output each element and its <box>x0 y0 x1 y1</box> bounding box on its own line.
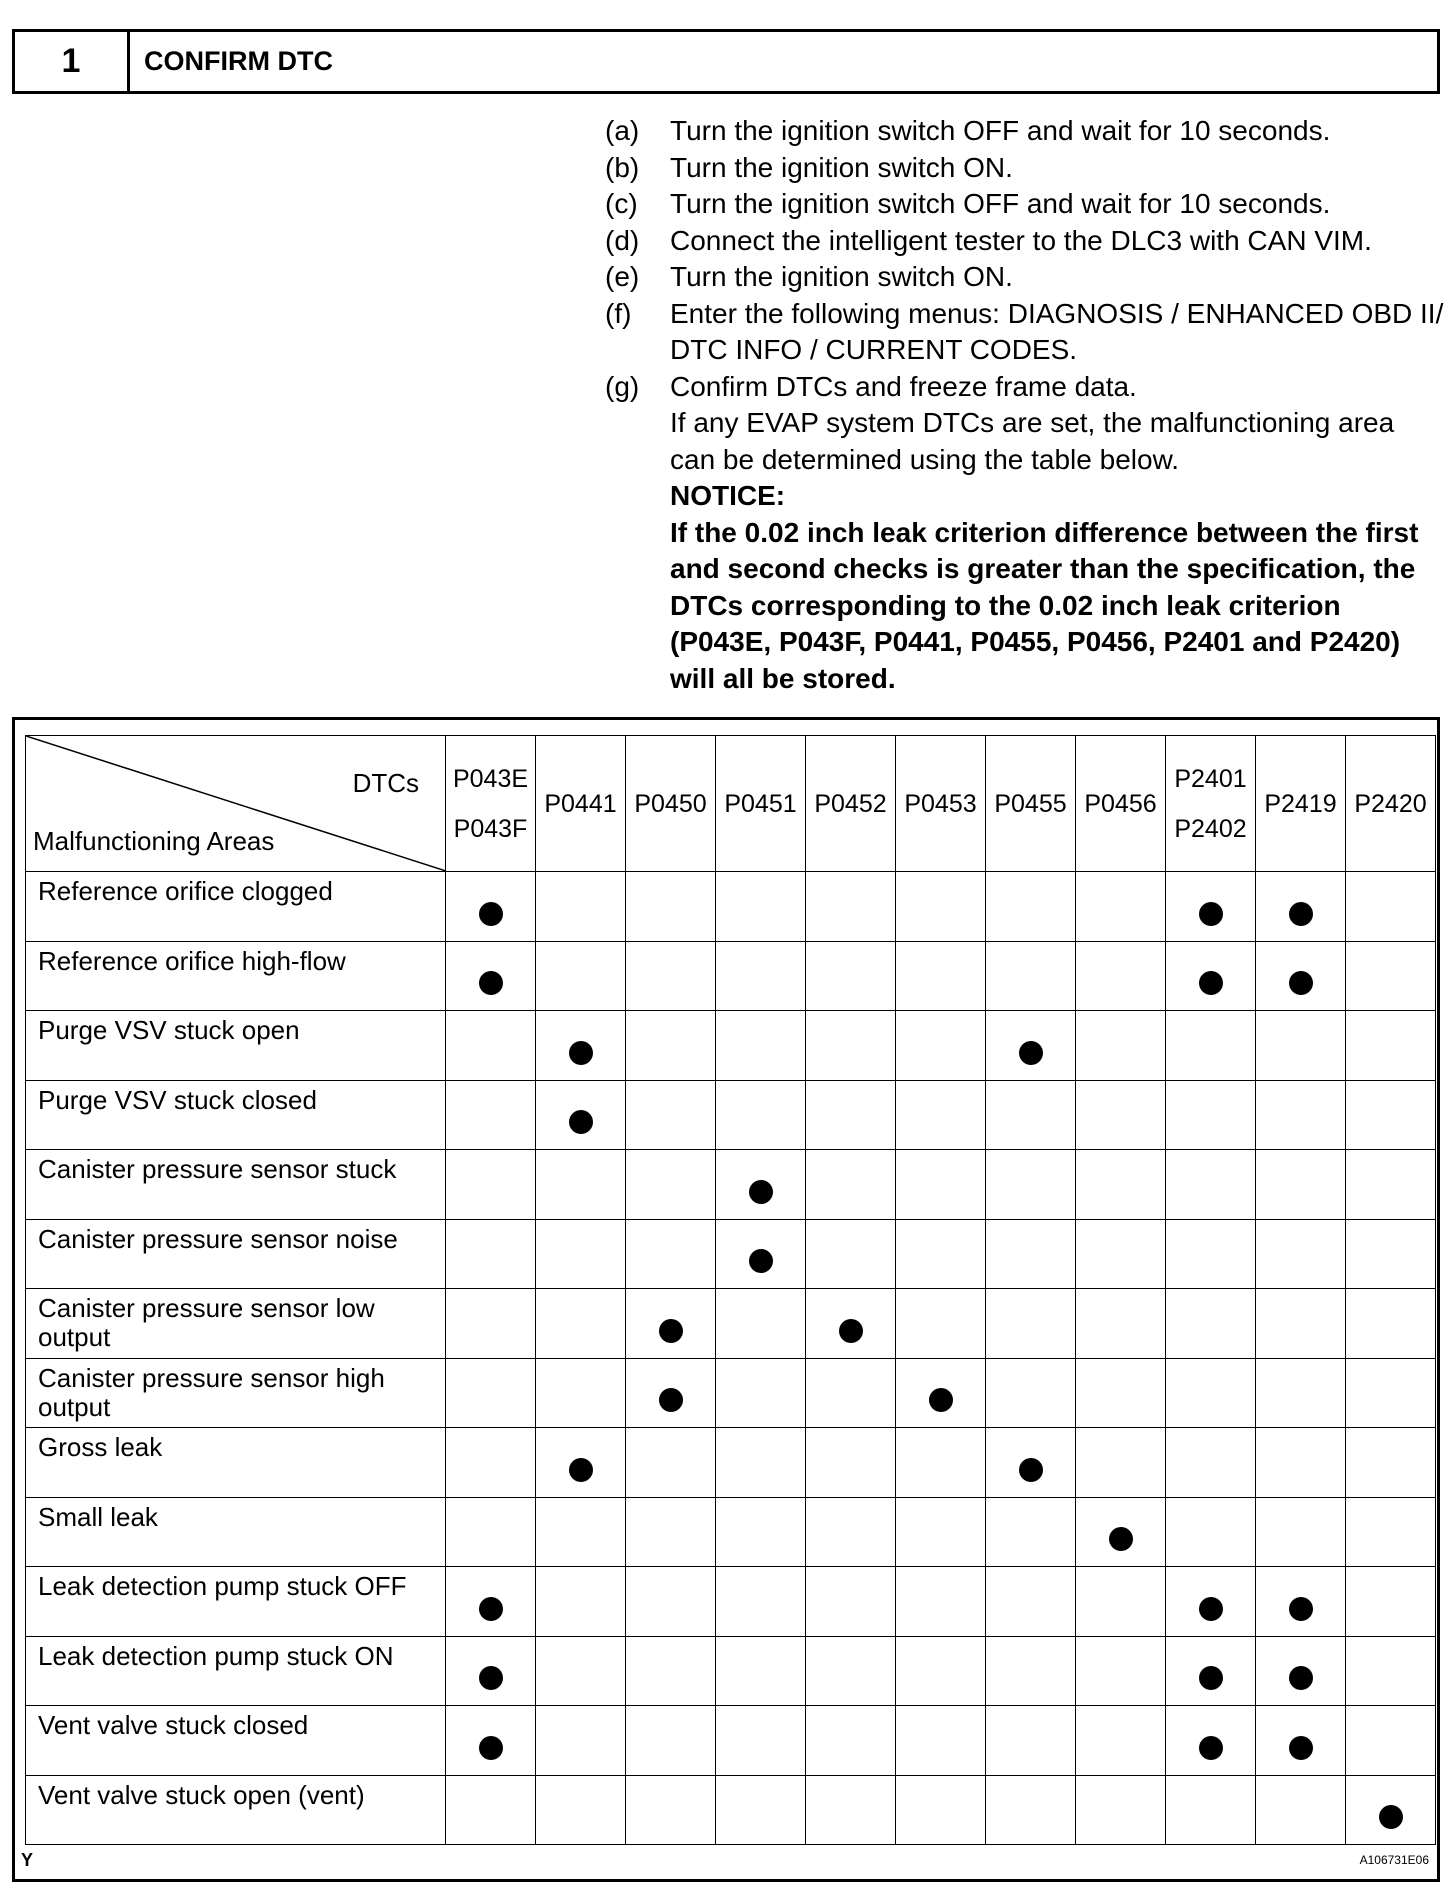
mark-cell <box>536 1080 626 1150</box>
filled-circle-icon <box>749 1249 773 1273</box>
mark-cell <box>806 1219 896 1289</box>
malfunction-area: Reference orifice high-flow <box>26 941 446 1011</box>
mark-cell <box>806 1497 896 1567</box>
step-title: CONFIRM DTC <box>144 46 333 76</box>
filled-circle-icon <box>839 1319 863 1343</box>
mark-cell <box>626 1567 716 1637</box>
dtc-code: P0456 <box>1084 789 1157 818</box>
step-text: Enter the following menus: DIAGNOSIS / ENHANCED OBD II/ DTC INFO / CURRENT CODES. <box>670 297 1444 365</box>
procedure-list <box>605 113 1445 697</box>
mark-cell <box>536 1497 626 1567</box>
mark-cell <box>1166 941 1256 1011</box>
step-text: Confirm DTCs and freeze frame data. <box>670 370 1137 402</box>
filled-circle-icon <box>1199 1666 1223 1690</box>
filled-circle-icon <box>1109 1527 1133 1551</box>
filled-circle-icon <box>479 1666 503 1690</box>
filled-circle-icon <box>569 1458 593 1482</box>
mark-cell <box>626 1706 716 1776</box>
dtc-column-header <box>1256 736 1346 872</box>
mark-cell <box>1346 1150 1436 1220</box>
mark-cell <box>626 1289 716 1359</box>
mark-cell <box>446 1219 536 1289</box>
mark-cell <box>1166 1497 1256 1567</box>
mark-cell <box>806 872 896 942</box>
filled-circle-icon <box>1289 1597 1313 1621</box>
mark-cell <box>536 872 626 942</box>
mark-cell <box>626 1011 716 1081</box>
mark-cell <box>1166 1219 1256 1289</box>
mark-cell <box>1346 1358 1436 1428</box>
mark-cell <box>536 1706 626 1776</box>
dtc-code: P2402 <box>1174 814 1247 843</box>
mark-cell <box>806 1080 896 1150</box>
malfunction-area: Purge VSV stuck open <box>26 1011 446 1081</box>
mark-cell <box>536 941 626 1011</box>
table-row <box>26 1428 1436 1498</box>
mark-cell <box>986 1150 1076 1220</box>
mark-cell <box>536 1567 626 1637</box>
malfunction-area: Gross leak <box>26 1428 446 1498</box>
mark-cell <box>1256 1011 1346 1081</box>
dtc-column-header <box>806 736 896 872</box>
mark-cell <box>446 1497 536 1567</box>
mark-cell <box>1166 1775 1256 1845</box>
filled-circle-icon <box>1289 902 1313 926</box>
procedure-step <box>605 150 1445 187</box>
table-row <box>26 872 1436 942</box>
filled-circle-icon <box>1379 1805 1403 1829</box>
filled-circle-icon <box>1199 1597 1223 1621</box>
step-letter: (a) <box>605 115 640 146</box>
dtc-column-header <box>626 736 716 872</box>
mark-cell <box>1166 1636 1256 1706</box>
mark-cell <box>716 1497 806 1567</box>
mark-cell <box>896 1289 986 1359</box>
mark-cell <box>446 1150 536 1220</box>
mark-cell <box>806 1289 896 1359</box>
mark-cell <box>1166 1289 1256 1359</box>
mark-cell <box>806 1011 896 1081</box>
mark-cell <box>1076 1080 1166 1150</box>
mark-cell <box>536 1636 626 1706</box>
mark-cell <box>1346 1428 1436 1498</box>
mark-cell <box>986 1219 1076 1289</box>
corner-areas-label: Malfunctioning Areas <box>33 826 275 856</box>
mark-cell <box>1166 1358 1256 1428</box>
dtc-code: P0453 <box>904 789 977 818</box>
mark-cell <box>1256 1428 1346 1498</box>
mark-cell <box>1076 1706 1166 1776</box>
mark-cell <box>446 1636 536 1706</box>
step-text: Turn the ignition switch OFF and wait for 10 seconds. <box>670 188 1331 219</box>
procedure-step <box>605 259 1445 296</box>
mark-cell <box>1256 1289 1346 1359</box>
filled-circle-icon <box>1289 1666 1313 1690</box>
mark-cell <box>626 1219 716 1289</box>
mark-cell <box>716 1358 806 1428</box>
footer-left-label: Y <box>21 1850 34 1870</box>
notice-label: NOTICE: <box>670 480 786 511</box>
procedure-step <box>605 223 1445 260</box>
step-header <box>12 29 1440 94</box>
mark-cell <box>626 1428 716 1498</box>
mark-cell <box>446 1011 536 1081</box>
mark-cell <box>536 1219 626 1289</box>
mark-cell <box>806 1150 896 1220</box>
mark-cell <box>1166 1706 1256 1776</box>
table-row <box>26 1219 1436 1289</box>
dtc-code: P0441 <box>544 789 617 818</box>
filled-circle-icon <box>1199 971 1223 995</box>
malfunction-area: Purge VSV stuck closed <box>26 1080 446 1150</box>
procedure-step <box>605 369 1445 698</box>
mark-cell <box>806 1706 896 1776</box>
mark-cell <box>806 1428 896 1498</box>
mark-cell <box>1076 1289 1166 1359</box>
mark-cell <box>1166 1567 1256 1637</box>
mark-cell <box>896 1636 986 1706</box>
mark-cell <box>1256 1706 1346 1776</box>
mark-cell <box>1256 1150 1346 1220</box>
filled-circle-icon <box>1199 1736 1223 1760</box>
mark-cell <box>1346 1567 1436 1637</box>
mark-cell <box>1166 1150 1256 1220</box>
mark-cell <box>1346 941 1436 1011</box>
mark-cell <box>1076 872 1166 942</box>
table-row <box>26 1636 1436 1706</box>
mark-cell <box>536 1289 626 1359</box>
dtc-column-header <box>1346 736 1436 872</box>
filled-circle-icon <box>659 1319 683 1343</box>
mark-cell <box>626 872 716 942</box>
filled-circle-icon <box>1289 971 1313 995</box>
mark-cell <box>716 1428 806 1498</box>
mark-cell <box>1166 1428 1256 1498</box>
mark-cell <box>536 1011 626 1081</box>
mark-cell <box>716 1011 806 1081</box>
malfunction-area: Canister pressure sensor high output <box>26 1358 446 1428</box>
procedure-step <box>605 186 1445 223</box>
mark-cell <box>896 1150 986 1220</box>
figure-id: A106731E06 <box>1359 1853 1429 1867</box>
mark-cell <box>536 1150 626 1220</box>
malfunction-area: Small leak <box>26 1497 446 1567</box>
mark-cell <box>446 941 536 1011</box>
mark-cell <box>896 1497 986 1567</box>
mark-cell <box>446 1567 536 1637</box>
mark-cell <box>1256 1775 1346 1845</box>
mark-cell <box>1346 1219 1436 1289</box>
mark-cell <box>1166 1011 1256 1081</box>
mark-cell <box>806 1636 896 1706</box>
mark-cell <box>896 1358 986 1428</box>
mark-cell <box>1256 941 1346 1011</box>
mark-cell <box>626 1150 716 1220</box>
dtc-column-header <box>896 736 986 872</box>
table-corner-cell <box>26 736 446 872</box>
mark-cell <box>986 1636 1076 1706</box>
step-text: Turn the ignition switch OFF and wait for 10 seconds. <box>670 115 1331 146</box>
mark-cell <box>986 1289 1076 1359</box>
dtc-code: P043E <box>452 764 529 793</box>
dtc-code: P0455 <box>994 789 1067 818</box>
mark-cell <box>986 1080 1076 1150</box>
filled-circle-icon <box>1019 1458 1043 1482</box>
mark-cell <box>986 1775 1076 1845</box>
mark-cell <box>986 1011 1076 1081</box>
mark-cell <box>806 1775 896 1845</box>
mark-cell <box>1256 1219 1346 1289</box>
mark-cell <box>626 1636 716 1706</box>
step-text: Connect the intelligent tester to the DLC3 with CAN VIM. <box>670 224 1372 256</box>
mark-cell <box>986 941 1076 1011</box>
mark-cell <box>1346 1775 1436 1845</box>
malfunction-area: Vent valve stuck open (vent) <box>26 1775 446 1845</box>
mark-cell <box>1076 1011 1166 1081</box>
malfunction-area: Leak detection pump stuck ON <box>26 1636 446 1706</box>
mark-cell <box>536 1358 626 1428</box>
step-letter: (f) <box>605 297 632 329</box>
mark-cell <box>1256 1497 1346 1567</box>
mark-cell <box>986 1567 1076 1637</box>
mark-cell <box>716 872 806 942</box>
dtc-code: P2419 <box>1264 789 1337 818</box>
mark-cell <box>716 1289 806 1359</box>
dtc-code: P0452 <box>814 789 887 818</box>
table-row <box>26 1567 1436 1637</box>
malfunction-area: Canister pressure sensor noise <box>26 1219 446 1289</box>
mark-cell <box>446 1428 536 1498</box>
malfunction-area: Canister pressure sensor stuck <box>26 1150 446 1220</box>
mark-cell <box>716 941 806 1011</box>
mark-cell <box>896 1011 986 1081</box>
mark-cell <box>1256 1080 1346 1150</box>
mark-cell <box>1256 872 1346 942</box>
mark-cell <box>716 1775 806 1845</box>
step-letter: (b) <box>605 151 640 183</box>
mark-cell <box>806 1358 896 1428</box>
dtc-table <box>25 735 1436 1845</box>
mark-cell <box>626 1358 716 1428</box>
filled-circle-icon <box>659 1388 683 1412</box>
mark-cell <box>716 1636 806 1706</box>
corner-dtcs-label: DTCs <box>352 768 419 798</box>
mark-cell <box>1076 1150 1166 1220</box>
mark-cell <box>626 1775 716 1845</box>
mark-cell <box>1076 1428 1166 1498</box>
mark-cell <box>986 872 1076 942</box>
mark-cell <box>896 941 986 1011</box>
dtc-column-header <box>1076 736 1166 872</box>
filled-circle-icon <box>479 1736 503 1760</box>
procedure-step <box>605 113 1445 150</box>
dtc-code: P0451 <box>724 789 797 818</box>
mark-cell <box>896 1706 986 1776</box>
notice-text: If the 0.02 inch leak criterion difference between the first and second checks is greater than the specification, the DTCs corresponding to the 0.02 inch leak criterion (P043E, P043F, P0441, P0455, P0456, P2401 and P2420) will all be stored. <box>670 516 1419 694</box>
mark-cell <box>1076 1219 1166 1289</box>
mark-cell <box>626 941 716 1011</box>
step-note: If any EVAP system DTCs are set, the malfunctioning area can be determined using the table below. <box>670 407 1395 475</box>
mark-cell <box>1076 941 1166 1011</box>
mark-cell <box>986 1358 1076 1428</box>
mark-cell <box>716 1706 806 1776</box>
filled-circle-icon <box>479 971 503 995</box>
mark-cell <box>1256 1358 1346 1428</box>
dtc-table-frame <box>12 717 1440 1882</box>
table-row <box>26 1497 1436 1567</box>
mark-cell <box>1256 1636 1346 1706</box>
step-letter: (c) <box>605 188 638 219</box>
dtc-code: P0450 <box>634 789 707 818</box>
dtc-column-header <box>716 736 806 872</box>
mark-cell <box>986 1706 1076 1776</box>
mark-cell <box>1346 1706 1436 1776</box>
mark-cell <box>896 872 986 942</box>
mark-cell <box>1076 1358 1166 1428</box>
mark-cell <box>896 1080 986 1150</box>
mark-cell <box>896 1775 986 1845</box>
dtc-code: P2401 <box>1174 764 1247 793</box>
dtc-column-header <box>1166 736 1256 872</box>
step-number: 1 <box>15 32 130 91</box>
mark-cell <box>1346 1289 1436 1359</box>
mark-cell <box>896 1219 986 1289</box>
mark-cell <box>716 1080 806 1150</box>
filled-circle-icon <box>1019 1041 1043 1065</box>
mark-cell <box>1346 1080 1436 1150</box>
mark-cell <box>806 941 896 1011</box>
mark-cell <box>1076 1567 1166 1637</box>
step-text: Turn the ignition switch ON. <box>670 261 1013 292</box>
mark-cell <box>446 872 536 942</box>
mark-cell <box>446 1289 536 1359</box>
mark-cell <box>626 1080 716 1150</box>
dtc-column-header <box>536 736 626 872</box>
mark-cell <box>716 1219 806 1289</box>
step-text: Turn the ignition switch ON. <box>670 151 1013 183</box>
table-row <box>26 941 1436 1011</box>
table-row <box>26 1011 1436 1081</box>
mark-cell <box>716 1150 806 1220</box>
mark-cell <box>1256 1567 1346 1637</box>
mark-cell <box>896 1567 986 1637</box>
filled-circle-icon <box>569 1110 593 1134</box>
mark-cell <box>1346 1497 1436 1567</box>
step-body <box>670 369 1445 698</box>
dtc-code: P043F <box>453 814 528 843</box>
table-row <box>26 1358 1436 1428</box>
mark-cell <box>446 1775 536 1845</box>
table-row <box>26 1775 1436 1845</box>
mark-cell <box>986 1497 1076 1567</box>
mark-cell <box>896 1428 986 1498</box>
filled-circle-icon <box>479 902 503 926</box>
filled-circle-icon <box>749 1180 773 1204</box>
mark-cell <box>536 1775 626 1845</box>
filled-circle-icon <box>569 1041 593 1065</box>
mark-cell <box>1076 1636 1166 1706</box>
dtc-column-header <box>446 736 536 872</box>
table-row <box>26 1289 1436 1359</box>
mark-cell <box>986 1428 1076 1498</box>
mark-cell <box>1166 872 1256 942</box>
table-row <box>26 1150 1436 1220</box>
table-row <box>26 1080 1436 1150</box>
malfunction-area: Canister pressure sensor low output <box>26 1289 446 1359</box>
mark-cell <box>626 1497 716 1567</box>
mark-cell <box>1346 1636 1436 1706</box>
mark-cell <box>446 1080 536 1150</box>
malfunction-area: Leak detection pump stuck OFF <box>26 1567 446 1637</box>
filled-circle-icon <box>479 1597 503 1621</box>
mark-cell <box>806 1567 896 1637</box>
filled-circle-icon <box>929 1388 953 1412</box>
mark-cell <box>1166 1080 1256 1150</box>
step-letter: (g) <box>605 370 640 402</box>
step-letter: (d) <box>605 224 640 256</box>
mark-cell <box>1346 872 1436 942</box>
mark-cell <box>536 1428 626 1498</box>
filled-circle-icon <box>1199 902 1223 926</box>
table-row <box>26 1706 1436 1776</box>
dtc-code: P2420 <box>1354 789 1427 818</box>
mark-cell <box>1076 1497 1166 1567</box>
procedure-step <box>605 296 1445 369</box>
malfunction-area: Reference orifice clogged <box>26 872 446 942</box>
step-letter: (e) <box>605 261 640 292</box>
filled-circle-icon <box>1289 1736 1313 1760</box>
mark-cell <box>1076 1775 1166 1845</box>
mark-cell <box>716 1567 806 1637</box>
mark-cell <box>446 1706 536 1776</box>
mark-cell <box>1346 1011 1436 1081</box>
malfunction-area: Vent valve stuck closed <box>26 1706 446 1776</box>
mark-cell <box>446 1358 536 1428</box>
dtc-column-header <box>986 736 1076 872</box>
